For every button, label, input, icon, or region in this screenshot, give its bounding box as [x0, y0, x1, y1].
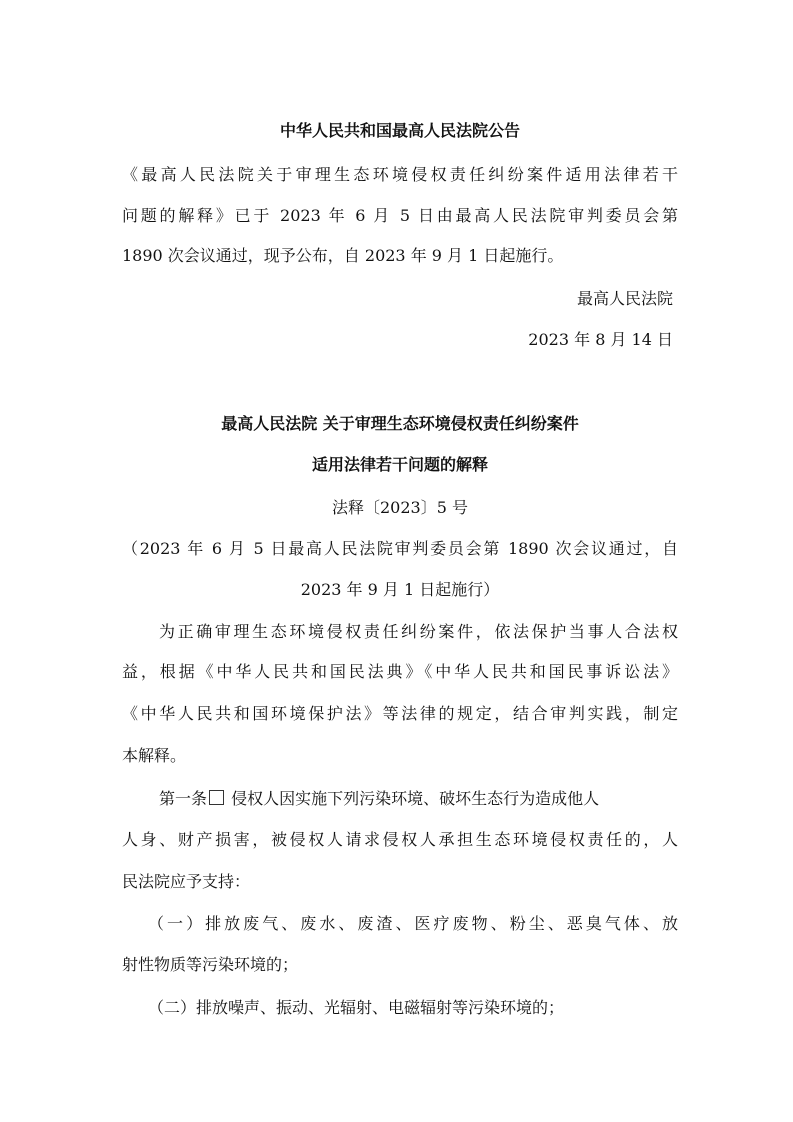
article-1-line-2: 人身、财产损害，被侵权人请求侵权人承担生态环境侵权责任的，人: [122, 830, 678, 849]
article-1-first-line: [159, 788, 678, 810]
item-1-line-2: 射性物质等污染环境的；: [122, 955, 299, 974]
article-1-label: 第一条: [159, 789, 208, 808]
announcement-signature: 最高人民法院: [576, 289, 673, 308]
preamble-line-4: 本解释。: [122, 746, 187, 765]
item-2-line: （二）排放噪声、振动、光辐射、电磁辐射等污染环境的；: [148, 998, 565, 1017]
item-1-line-1: （一）排放废气、废水、废渣、医疗废物、粉尘、恶臭气体、放: [148, 914, 678, 933]
preamble-line-3: 《中华人民共和国环境保护法》等法律的规定，结合审判实践，制定: [122, 704, 678, 723]
announcement-date: 2023 年 8 月 14 日: [528, 330, 673, 349]
adopted-note-line-1: （2023 年 6 月 5 日最高人民法院审判委员会第 1890 次会议通过，自: [122, 539, 678, 558]
announcement-body-line-1: 《最高人民法院关于审理生态环境侵权责任纠纷案件适用法律若干: [122, 165, 678, 184]
article-1-line-3: 民法院应予支持：: [122, 872, 251, 891]
preamble-line-2: 益，根据《中华人民共和国民法典》《中华人民共和国民事诉讼法》: [122, 662, 678, 681]
interpretation-title-line-1: 最高人民法院 关于审理生态环境侵权责任纠纷案件: [221, 414, 579, 433]
announcement-body-line-3: 1890 次会议通过，现予公布，自 2023 年 9 月 1 日起施行。: [122, 246, 564, 265]
announcement-body-line-2: 问题的解释》已于 2023 年 6 月 5 日由最高人民法院审判委员会第: [122, 206, 678, 225]
preamble-line-1: 为正确审理生态环境侵权责任纠纷案件，依法保护当事人合法权: [159, 622, 678, 641]
adopted-note-line-2: 2023 年 9 月 1 日起施行）: [300, 580, 500, 599]
doc-number: 法释〔2023〕5 号: [332, 498, 468, 517]
announcement-title: 中华人民共和国最高人民法院公告: [279, 121, 520, 140]
article-1-line-1: 侵权人因实施下列污染环境、破坏生态行为造成他人: [231, 789, 600, 808]
interpretation-title-line-2: 适用法律若干问题的解释: [311, 455, 488, 474]
placeholder-box-icon: [209, 790, 224, 805]
